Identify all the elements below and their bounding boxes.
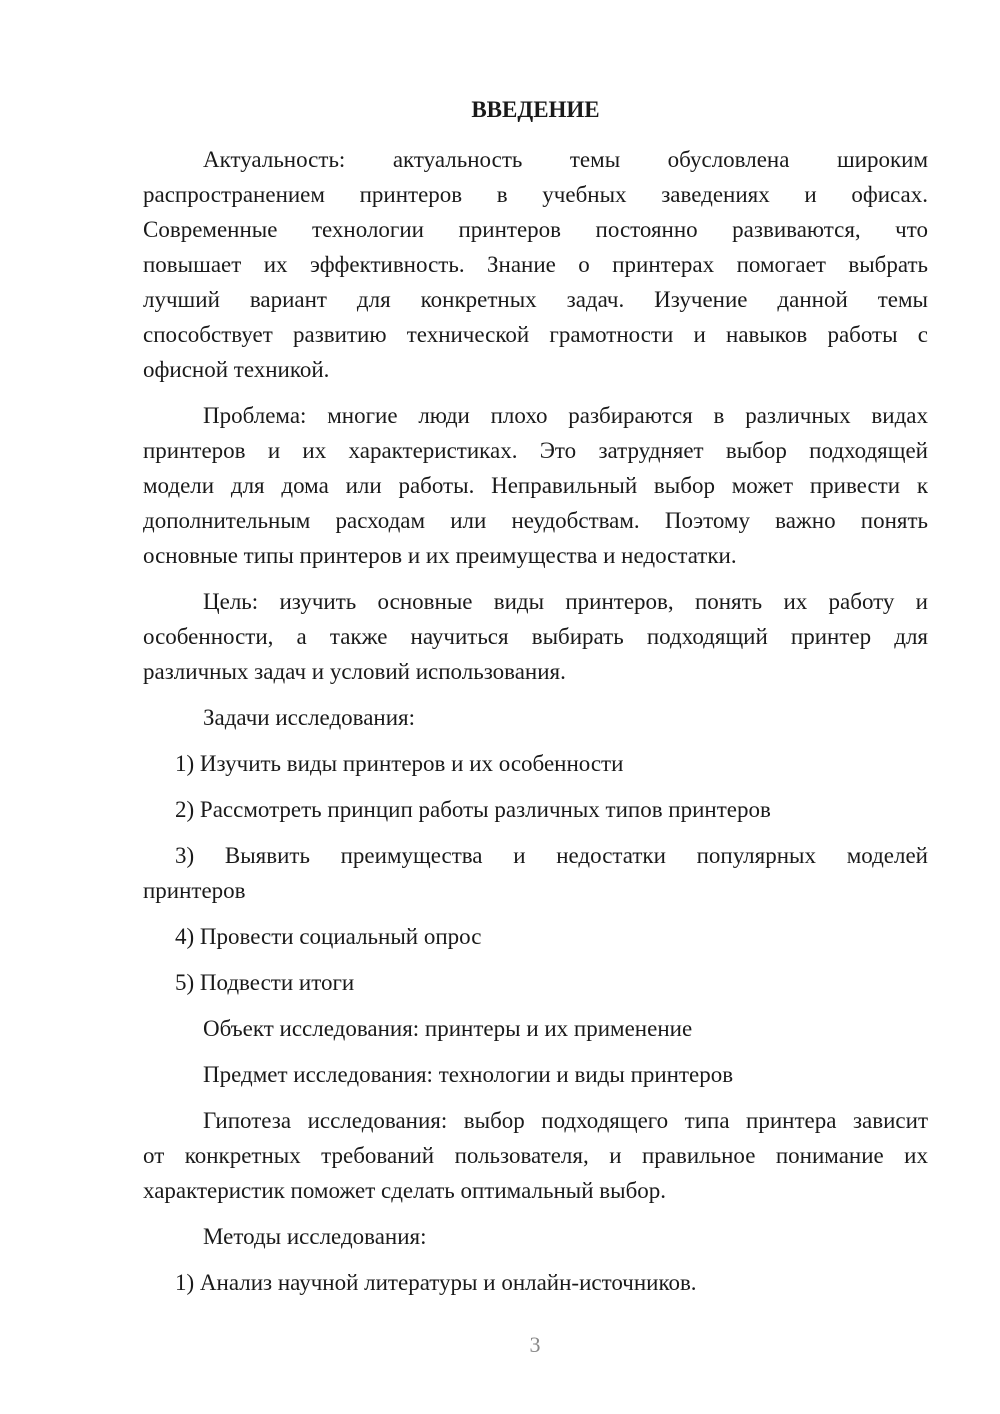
text-line: от конкретных требований пользователя, и правильное понимание их — [143, 1143, 928, 1168]
text-line: Современные технологии принтеров постоянно развиваются, что — [143, 217, 928, 242]
list-item — [143, 965, 928, 1000]
text-line: 5) Подвести итоги — [175, 970, 355, 995]
text-line: Цель: изучить основные виды принтеров, понять их работу и — [203, 589, 928, 614]
text-line: Проблема: многие люди плохо разбираются в различных видах — [203, 403, 928, 428]
text-line: модели для дома или работы. Неправильный выбор может привести к — [143, 473, 928, 498]
text-line: различных задач и условий использования. — [143, 659, 566, 684]
text-line: Объект исследования: принтеры и их применение — [203, 1016, 693, 1041]
list-item — [143, 746, 928, 781]
text-line: особенности, а также научиться выбирать подходящий принтер для — [143, 624, 928, 649]
text-line: распространением принтеров в учебных заведениях и офисах. — [143, 182, 928, 207]
paragraph — [143, 142, 928, 387]
paragraph — [143, 398, 928, 573]
list-item — [143, 792, 928, 827]
text-line: 3) Выявить преимущества и недостатки популярных моделей — [175, 843, 928, 868]
page-number: 3 — [529, 1332, 541, 1357]
text-line: лучший вариант для конкретных задач. Изучение данной темы — [143, 287, 928, 312]
text-line: 4) Провести социальный опрос — [175, 924, 482, 949]
paragraph — [143, 1219, 928, 1254]
text-line: характеристик поможет сделать оптимальный выбор. — [143, 1178, 667, 1203]
paragraph — [143, 700, 928, 735]
paragraph — [143, 1103, 928, 1208]
text-line: 1) Анализ научной литературы и онлайн-источников. — [175, 1270, 697, 1295]
text-line: основные типы принтеров и их преимущества и недостатки. — [143, 543, 737, 568]
text-line: Гипотеза исследования: выбор подходящего типа принтера зависит — [203, 1108, 928, 1133]
paragraph — [143, 584, 928, 689]
text-line: 2) Рассмотреть принцип работы различных типов принтеров — [175, 797, 771, 822]
text-line: 1) Изучить виды принтеров и их особенности — [175, 751, 624, 776]
list-item — [143, 919, 928, 954]
paragraph — [143, 1057, 928, 1092]
text-line: Задачи исследования: — [203, 705, 416, 730]
list-item — [143, 1265, 928, 1300]
text-line: способствует развитию технической грамотности и навыков работы с — [143, 322, 928, 347]
text-line: Методы исследования: — [203, 1224, 427, 1249]
text-line: Актуальность: актуальность темы обусловлена широким — [203, 147, 928, 172]
text-line: принтеров и их характеристиках. Это затрудняет выбор подходящей — [143, 438, 928, 463]
list-item — [143, 838, 928, 908]
paragraph — [143, 1011, 928, 1046]
section-title: ВВЕДЕНИЕ — [471, 97, 600, 122]
text-line: дополнительным расходам или неудобствам. Поэтому важно понять — [143, 508, 928, 533]
text-line: повышает их эффективность. Знание о принтерах помогает выбрать — [143, 252, 928, 277]
text-line: принтеров — [143, 878, 246, 903]
text-line: офисной техникой. — [143, 357, 330, 382]
document-page — [143, 92, 928, 1311]
document-body — [143, 142, 928, 1300]
text-line: Предмет исследования: технологии и виды принтеров — [203, 1062, 734, 1087]
